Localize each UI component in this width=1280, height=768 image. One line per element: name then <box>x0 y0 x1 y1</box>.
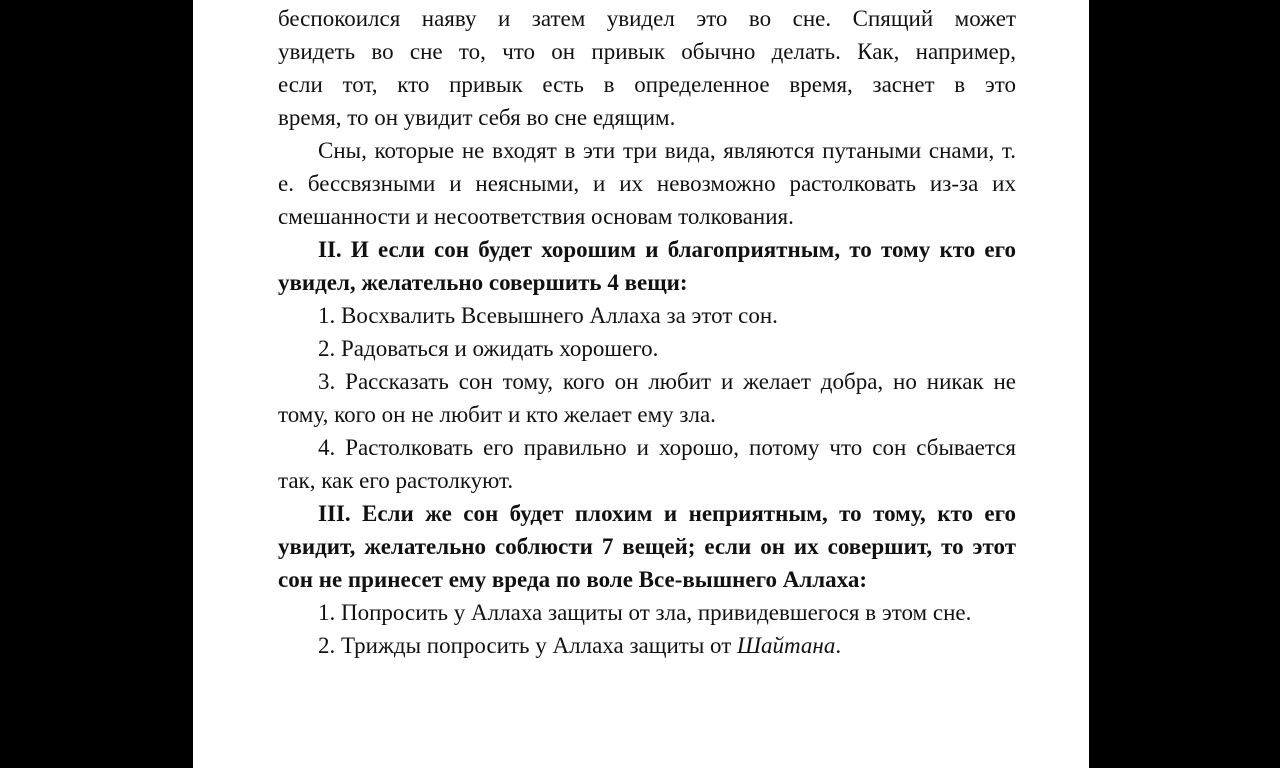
list-item-italic-term: Шайтана <box>737 633 836 658</box>
list-item: 1. Попросить у Аллаха защиты от зла, привидевшегося в этом сне. <box>318 600 972 625</box>
text-line: если тот, кто привык есть в определенное время, заснет в это <box>278 72 1016 97</box>
list-item: 4. Растолковать его правильно и хорошо, потому что сон сбывается так, как его растолкуют. <box>278 435 1016 493</box>
section-heading-good-dream: II. И если сон будет хорошим и благоприятным, то тому кто его увидел, желательно совершить 4 вещи: <box>278 237 1016 295</box>
list-item-punctuation: . <box>835 633 842 658</box>
list-item-text: 2. Трижды попросить у Аллаха защиты от <box>318 633 738 658</box>
text-line: увидеть во сне то, что он привык обычно делать. Как, например, <box>278 39 1016 64</box>
text-line: время, то он увидит себя во сне едящим. <box>278 105 676 130</box>
text-line: беспокоился наяву и затем увидел это во сне. Спящий может <box>278 6 1016 31</box>
list-item <box>278 629 1016 662</box>
list-item: 3. Рассказать сон тому, кого он любит и желает добра, но никак не тому, кого он не любит и кто желает ему зла. <box>278 369 1016 427</box>
list-item: 2. Радоваться и ожидать хорошего. <box>318 336 659 361</box>
section-heading-bad-dream: III. Если же сон будет плохим и неприятным, то тому, кто его увидит, желательно соблюсти 7 вещей; если он их совершит, то этот сон не принесет ему вреда по воле Все-вышнего Аллаха: <box>278 501 1016 592</box>
list-item: 1. Восхвалить Всевышнего Аллаха за этот сон. <box>318 303 778 328</box>
paragraph-continuation <box>278 2 1016 134</box>
paragraph-confused-dreams: Сны, которые не входят в эти три вида, являются путаными снами, т. е. бессвязными и неясными, и их невозможно растолковать из-за их смешанности и несоответствия основам толкования. <box>278 138 1016 229</box>
document-text <box>278 2 1016 662</box>
document-page <box>193 0 1089 768</box>
